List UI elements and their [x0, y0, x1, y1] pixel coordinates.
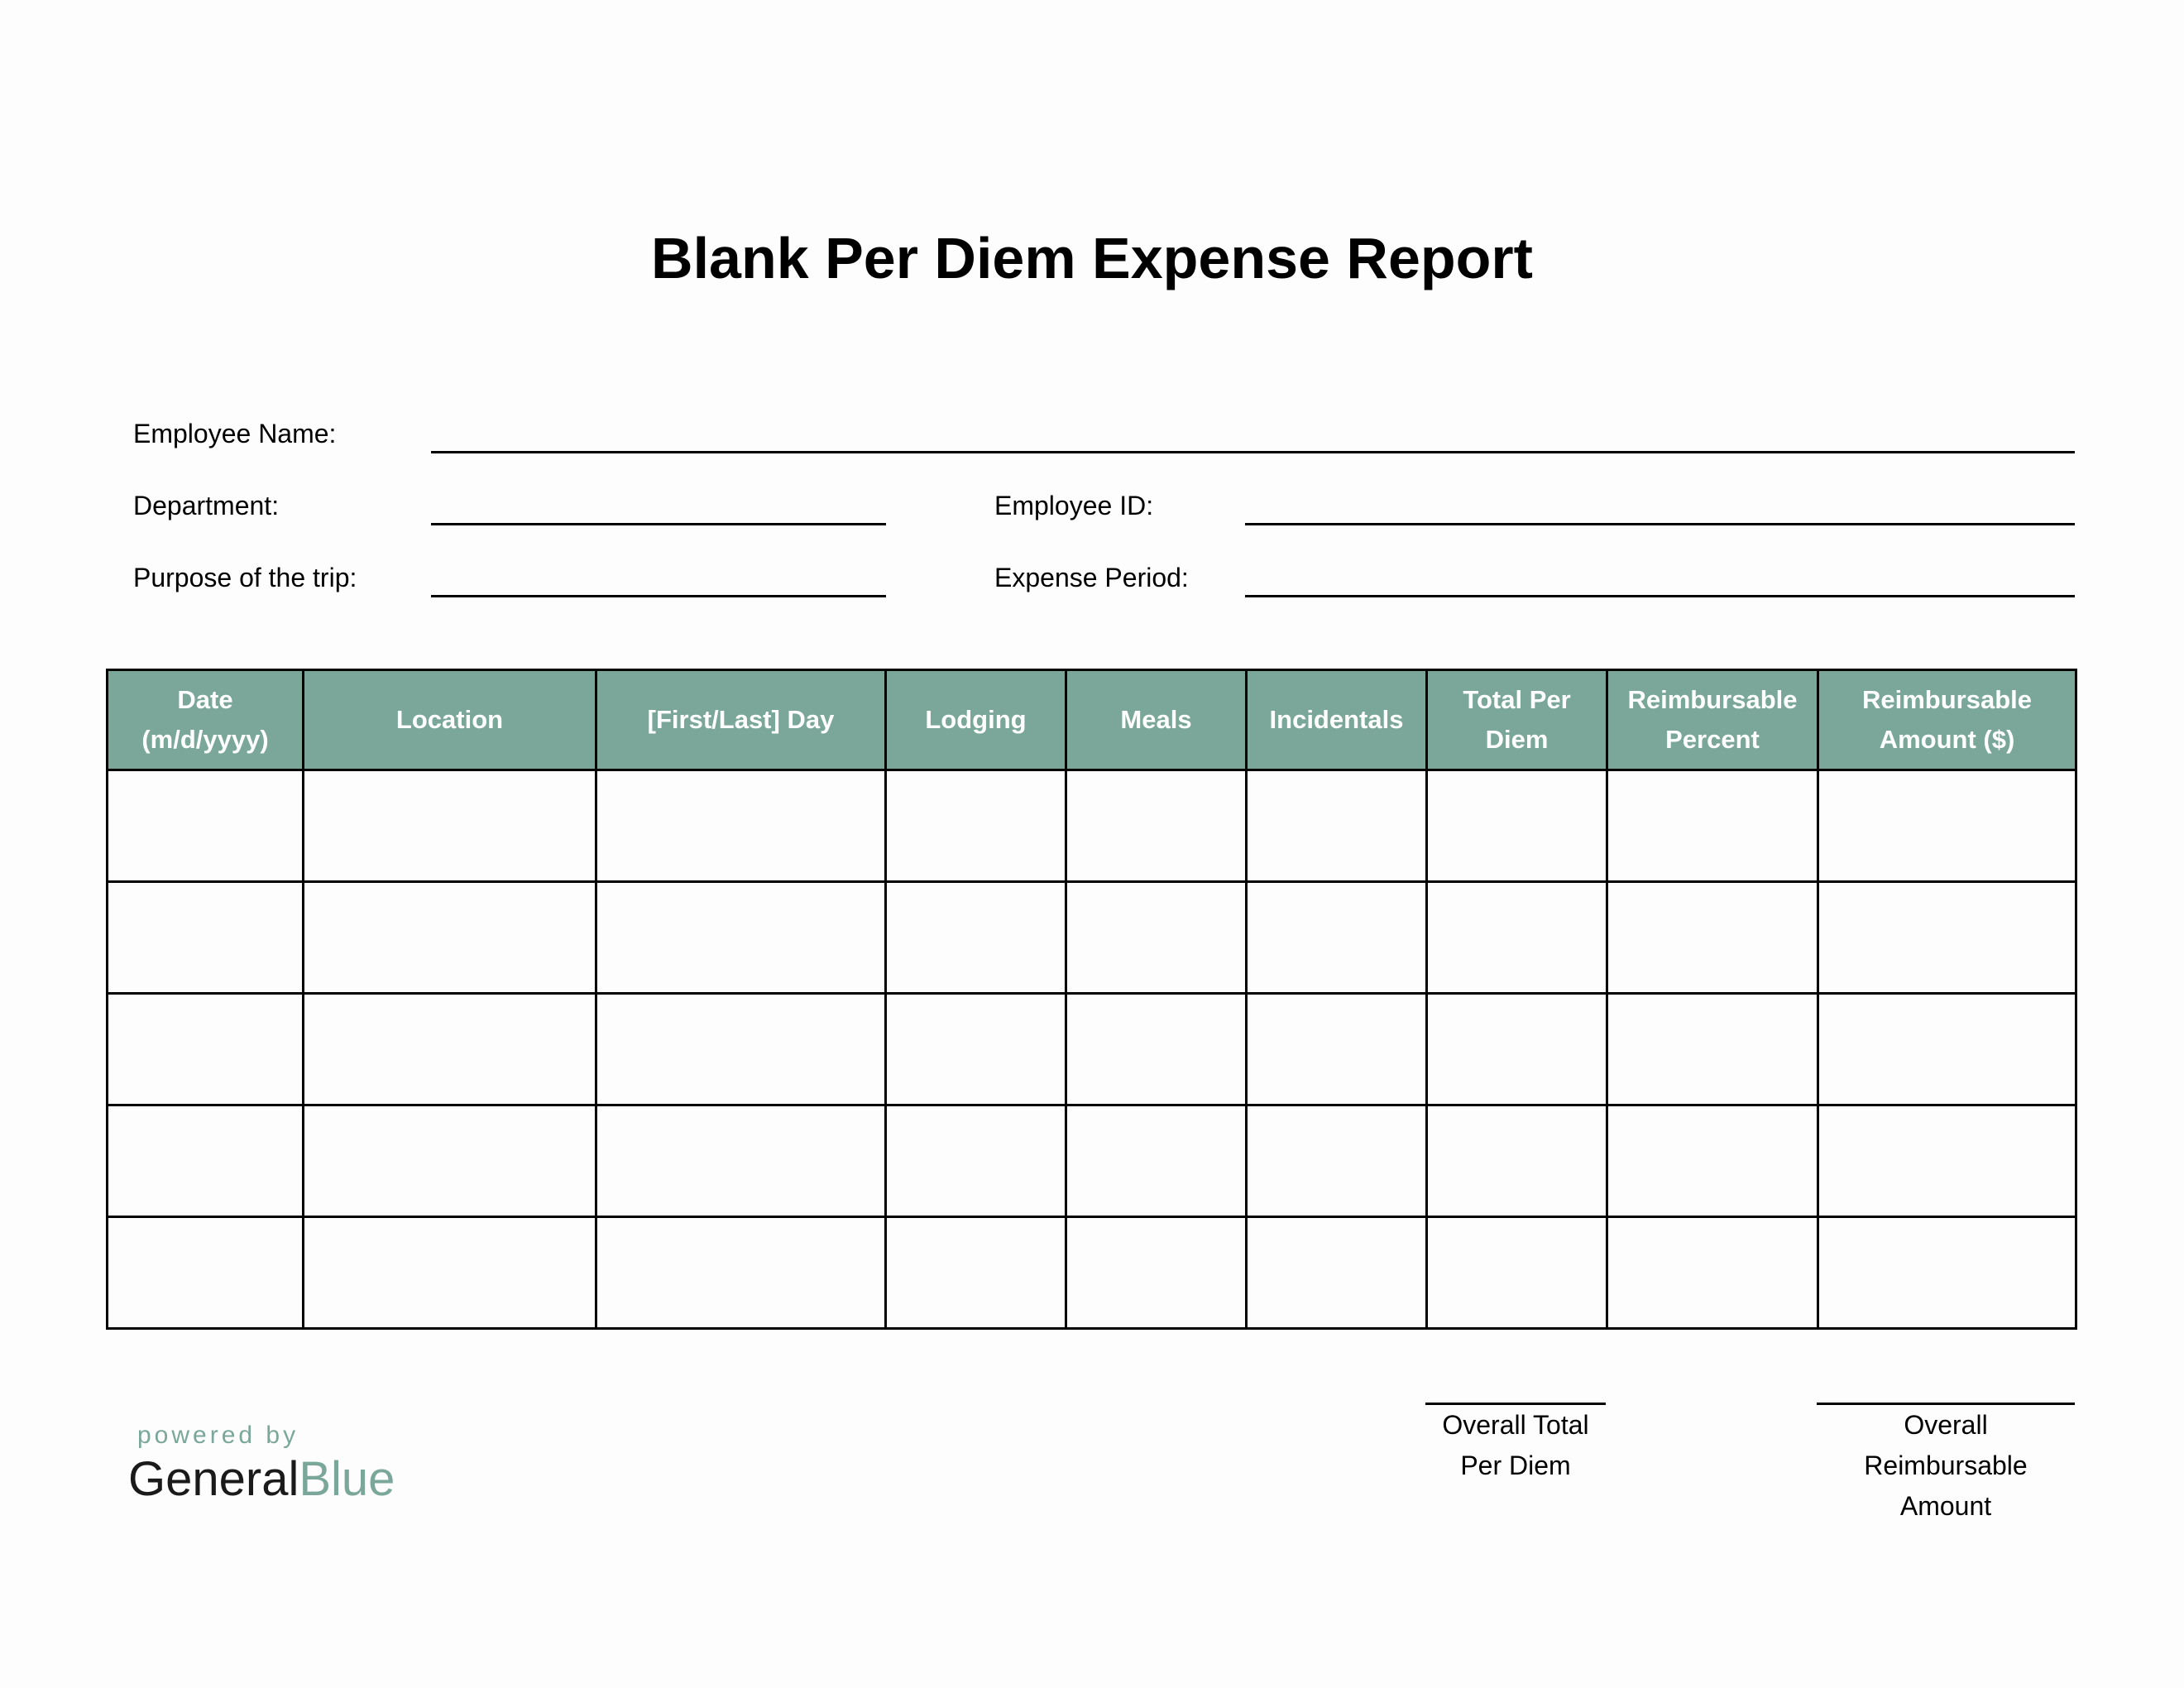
- table-cell[interactable]: [108, 1217, 304, 1329]
- table-cell[interactable]: [1818, 1217, 2076, 1329]
- table-cell[interactable]: [596, 994, 886, 1105]
- column-header: Meals: [1066, 670, 1247, 770]
- table-cell[interactable]: [1066, 1217, 1247, 1329]
- table-cell[interactable]: [1427, 770, 1607, 882]
- table-cell[interactable]: [1427, 882, 1607, 994]
- table-header-row: [108, 670, 2076, 770]
- purpose-field[interactable]: [431, 595, 886, 597]
- column-header: Lodging: [886, 670, 1066, 770]
- table-row: [108, 882, 2076, 994]
- table-cell[interactable]: [1247, 1217, 1427, 1329]
- employee-id-label: Employee ID:: [994, 491, 1154, 520]
- table-cell[interactable]: [596, 882, 886, 994]
- table-row: [108, 770, 2076, 882]
- table-cell[interactable]: [1427, 1217, 1607, 1329]
- table-cell[interactable]: [1066, 770, 1247, 882]
- table-cell[interactable]: [1066, 1105, 1247, 1217]
- table-row: [108, 1217, 2076, 1329]
- table-cell[interactable]: [1607, 882, 1818, 994]
- employee-name-field[interactable]: [431, 451, 2075, 453]
- table-cell[interactable]: [1818, 1105, 2076, 1217]
- table-cell[interactable]: [1818, 994, 2076, 1105]
- column-header: Incidentals: [1247, 670, 1427, 770]
- table-cell[interactable]: [886, 1105, 1066, 1217]
- table-cell[interactable]: [886, 1217, 1066, 1329]
- table-cell[interactable]: [108, 1105, 304, 1217]
- powered-by-text: powered by: [137, 1422, 299, 1449]
- table-cell[interactable]: [108, 770, 304, 882]
- table-cell[interactable]: [1607, 1217, 1818, 1329]
- column-header: Reimbursable Amount ($): [1818, 670, 2076, 770]
- table-cell[interactable]: [1427, 1105, 1607, 1217]
- table-cell[interactable]: [596, 1105, 886, 1217]
- logo-blue: Blue: [299, 1452, 395, 1506]
- table-cell[interactable]: [1818, 882, 2076, 994]
- department-field[interactable]: [431, 523, 886, 525]
- table-cell[interactable]: [108, 994, 304, 1105]
- table-cell[interactable]: [1607, 1105, 1818, 1217]
- column-header: Date (m/d/yyyy): [108, 670, 304, 770]
- table-cell[interactable]: [1247, 770, 1427, 882]
- table-cell[interactable]: [1427, 994, 1607, 1105]
- column-header: Total Per Diem: [1427, 670, 1607, 770]
- table-cell[interactable]: [1066, 882, 1247, 994]
- table-cell[interactable]: [304, 1105, 596, 1217]
- table-cell[interactable]: [596, 770, 886, 882]
- table-cell[interactable]: [1607, 770, 1818, 882]
- table-cell[interactable]: [886, 882, 1066, 994]
- column-header: Reimbursable Percent: [1607, 670, 1818, 770]
- table-cell[interactable]: [886, 770, 1066, 882]
- expense-period-field[interactable]: [1245, 595, 2075, 597]
- table-cell[interactable]: [1247, 1105, 1427, 1217]
- table-cell[interactable]: [1247, 994, 1427, 1105]
- expense-table: [106, 669, 2077, 1330]
- table-cell[interactable]: [1607, 994, 1818, 1105]
- employee-id-field[interactable]: [1245, 523, 2075, 525]
- table-cell[interactable]: [304, 994, 596, 1105]
- purpose-label: Purpose of the trip:: [133, 563, 357, 592]
- table-body: [108, 770, 2076, 1329]
- table-cell[interactable]: [304, 1217, 596, 1329]
- table-row: [108, 1105, 2076, 1217]
- table-cell[interactable]: [596, 1217, 886, 1329]
- department-label: Department:: [133, 491, 280, 520]
- logo-general: General: [128, 1452, 299, 1506]
- overall-reimbursable-label: Overall Reimbursable Amount: [1864, 1410, 2028, 1521]
- table-row: [108, 994, 2076, 1105]
- table-cell[interactable]: [1247, 882, 1427, 994]
- expense-period-label: Expense Period:: [994, 563, 1189, 592]
- column-header: Location: [304, 670, 596, 770]
- table-cell[interactable]: [1818, 770, 2076, 882]
- overall-total-label: Overall Total Per Diem: [1442, 1410, 1589, 1480]
- table-cell[interactable]: [886, 994, 1066, 1105]
- table-cell[interactable]: [1066, 994, 1247, 1105]
- column-header: [First/Last] Day: [596, 670, 886, 770]
- table-cell[interactable]: [304, 770, 596, 882]
- generalblue-logo: [128, 1448, 395, 1511]
- table-cell[interactable]: [108, 882, 304, 994]
- employee-name-label: Employee Name:: [133, 419, 337, 448]
- page-title: Blank Per Diem Expense Report: [651, 226, 1533, 290]
- table-cell[interactable]: [304, 882, 596, 994]
